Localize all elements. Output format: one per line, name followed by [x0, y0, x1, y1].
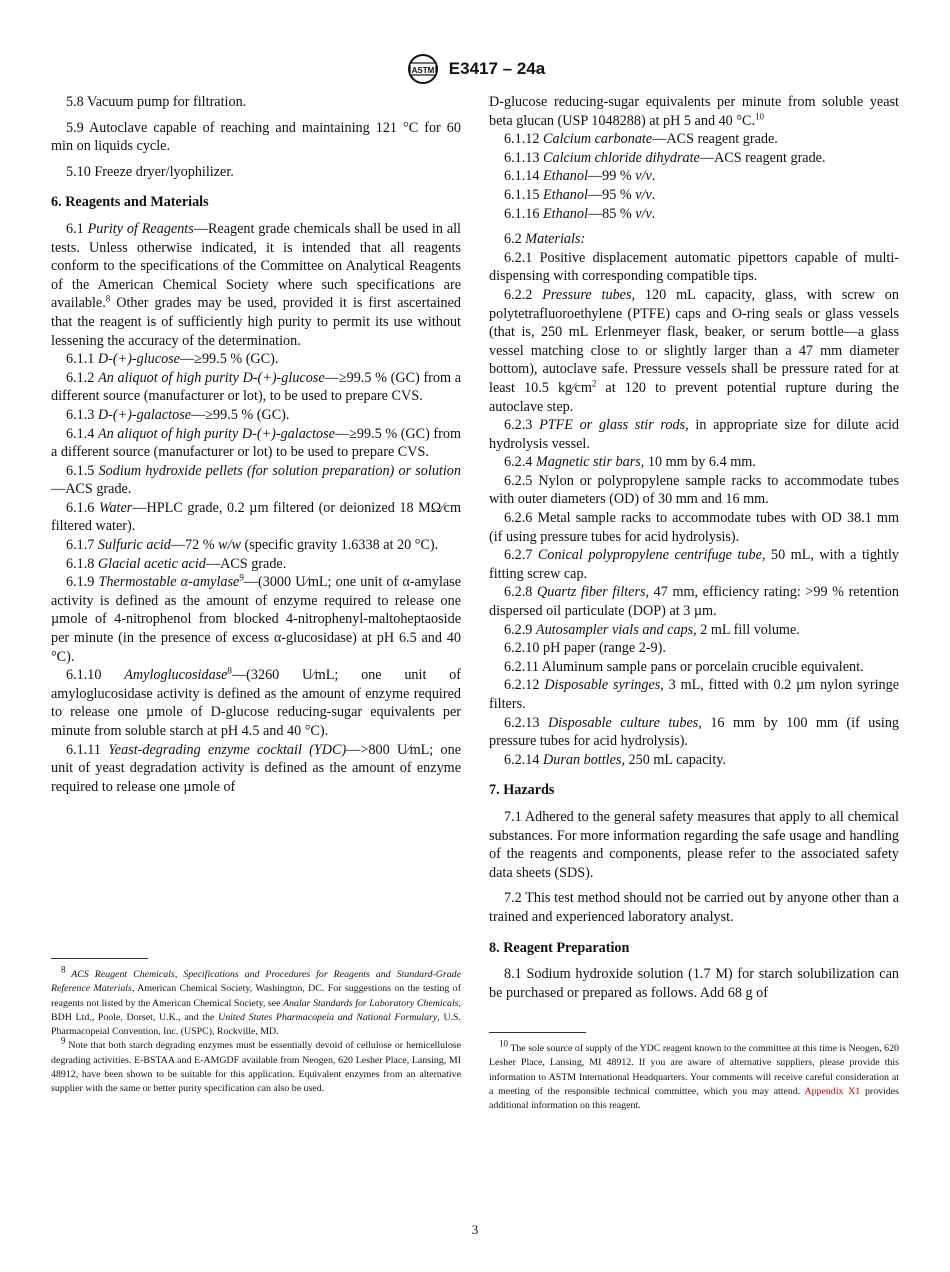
- section-6-1-9: 6.1.9 Thermostable α-amylase$^9$—(3000 U⁄mL; one unit of α-amylase activity is defined as the amount of enzyme required to release one µmole of 4-nitrophenol from blocked 4-nitrophenyl-maltoheptaoside per minute (in the presence of excess α-glucosidase) at pH 6.5 and 40 °C).: [51, 572, 462, 665]
- footnote-divider-left: [51, 958, 148, 959]
- section-7-heading: 7. Hazards: [489, 782, 555, 799]
- left-column: [51, 93, 461, 796]
- appendix-x1-link[interactable]: Appendix X1: [804, 1085, 861, 1097]
- continued-text: D-glucose reducing-sugar equivalents per minute from soluble yeast beta glucan (USP 1048288) at pH 5 and 40 °C.$^{10}$: [489, 94, 899, 129]
- section-6-2-10: 6.2.10 pH paper (range 2-9).: [504, 640, 666, 657]
- section-5-8: 5.8 Vacuum pump for filtration.: [66, 94, 247, 110]
- section-6-1-2: 6.1.2 An aliquot of high purity D-(+)-glucose—≥99.5 % (GC) from a different source (manufacturer or lot), to be used to prepare CVS.: [51, 369, 462, 405]
- section-6-2-6: 6.2.6 Metal sample racks to accommodate tubes with OD 38.1 mm (if using pressure tubes for acid hydrolysis).: [489, 510, 899, 545]
- section-6-1-4: 6.1.4 An aliquot of high purity D-(+)-galactose—≥99.5 % (GC) from a different source (manufacturer or lot) to be used to prepare CVS.: [51, 425, 461, 461]
- section-6-2-5: 6.2.5 Nylon or polypropylene sample racks to accommodate tubes with outer diameters (OD) of 30 mm and 16 mm.: [489, 472, 899, 508]
- section-6-1: 6.1 Purity of Reagents—Reagent grade chemicals shall be used in all tests. Unless otherwise indicated, it is intended that all reagents conform to the specifications of the Committee on Analytical Reagents of the American Chemical Society where such specifications are available.$^8$ Other grades may be used, provided it is first ascertained that the reagent is of sufficiently high purity to permit its use without lessening the accuracy of the determination.: [51, 220, 461, 349]
- footnotes-left: [51, 964, 462, 1097]
- section-6-heading: 6. Reagents and Materials: [51, 194, 209, 211]
- section-6-2-4: 6.2.4 Magnetic stir bars, 10 mm by 6.4 mm.: [504, 454, 756, 471]
- footnote-8: $^8$ ACS Reagent Chemicals, Specifications and Procedures for Reagents and Standard-Grade Reference Materials, American Chemical Society, Washington, DC. For suggestions on the testing of reagents not listed by the American Chemical Society, see Analar Standards for Laboratory Chemicals, BDH Ltd., Poole, Dorset, U.K., and the United States Pharmacopeia and National Formulary, U.S. Pharmacopeial Convention, Inc. (USPC), Rockville, MD.: [51, 964, 462, 1038]
- section-6-2-2: 6.2.2 Pressure tubes, 120 mL capacity, glass, with screw on polytetrafluoroethylene (PTFE) caps and O-ring seals or glass vessels (that is, 250 mL Erlenmeyer flask, beaker, or serum bottle—a glass vessel matching close to or slightly larger than a 47 mm diameter bottom), autoclave safe. Pressure vessels shall be pressure rated for at least 10.5 $kg⁄cm^2$ at 120 to prevent potential rupture during the autoclave step.: [489, 286, 899, 415]
- astm-logo: [405, 53, 441, 85]
- section-6-1-6: 6.1.6 Water—HPLC grade, 0.2 µm filtered (or deionized 18 MΩ⁄cm filtered water).: [51, 499, 462, 535]
- section-6-2-1: 6.2.1 Positive displacement automatic pipettors capable of multi-dispensing with corresponding compatible tips.: [489, 249, 899, 285]
- section-6-1-8: 6.1.8 Glacial acetic acid—ACS grade.: [66, 555, 287, 572]
- section-6-1-1: 6.1.1 D-(+)-glucose—≥99.5 % (GC).: [66, 351, 279, 368]
- section-6-2-8: 6.2.8 Quartz fiber filters, 47 mm, efficiency rating: >99 % retention dispersed oil particulate (DOP) at 3 µm.: [489, 584, 899, 620]
- section-6-2-12: 6.2.12 Disposable syringes, 3 mL, fitted with 0.2 µm nylon syringe filters.: [489, 677, 899, 712]
- section-6-1-11: 6.1.11 Yeast-degrading enzyme cocktail (YDC)—>800 U⁄mL; one unit of yeast degradation activity is defined as the amount of enzyme required to release one µmole of: [51, 741, 461, 795]
- section-6-2-3: 6.2.3 PTFE or glass stir rods, in appropriate size for dilute acid hydrolysis vessel.: [489, 417, 899, 452]
- section-6-1-12: 6.1.12 Calcium carbonate—ACS reagent grade.: [504, 131, 778, 148]
- section-6-2: 6.2 Materials:: [504, 231, 586, 248]
- section-6-1-10: 6.1.10 Amyloglucosidase$^8$—(3260 U⁄mL; one unit of amyloglucosidase activity is defined as the amount of enzyme required to release one µmole of D-glucose reducing-sugar equivalents per minute from soluble starch at pH 4.5 and 40 °C).: [51, 665, 462, 739]
- section-8-1: 8.1 Sodium hydroxide solution (1.7 M) for starch solubilization can be purchased or prepared as follows. Add 68 g of: [489, 966, 899, 1001]
- section-6-1-14: 6.1.14 Ethanol—99 % v/v.: [504, 168, 656, 185]
- section-8-heading: 8. Reagent Preparation: [489, 939, 630, 956]
- footnote-divider-right: [489, 1032, 586, 1033]
- page-number: 3: [471, 1222, 479, 1237]
- section-7-2: 7.2 This test method should not be carried out by anyone other than a trained and experienced laboratory analyst.: [489, 890, 899, 925]
- section-6-1-13: 6.1.13 Calcium chloride dihydrate—ACS reagent grade.: [504, 149, 826, 166]
- right-column: [489, 93, 899, 1002]
- section-6-1-16: 6.1.16 Ethanol—85 % v/v.: [504, 205, 656, 222]
- logo-text: ASTM: [411, 66, 435, 75]
- section-6-2-14: 6.2.14 Duran bottles, 250 mL capacity.: [504, 751, 726, 768]
- section-6-1-15: 6.1.15 Ethanol—95 % v/v.: [504, 186, 656, 203]
- section-6-1-3: 6.1.3 D-(+)-galactose—≥99.5 % (GC).: [66, 406, 290, 423]
- section-6-2-9: 6.2.9 Autosampler vials and caps, 2 mL fill volume.: [504, 621, 800, 638]
- section-6-2-7: 6.2.7 Conical polypropylene centrifuge tube, 50 mL, with a tightly fitting screw cap.: [489, 547, 900, 582]
- section-6-1-5: 6.1.5 Sodium hydroxide pellets (for solution preparation) or solution—ACS grade.: [51, 462, 461, 498]
- footnote-9: $^9$ Note that both starch degrading enzymes must be essentially devoid of cellulose or hemicellulose degrading activities. E-BSTAA and E-AMGDF available from Neogen, 620 Lesher Place, Lansing, MI 48912, have been shown to be suitable for this application. Equivalent enzymes from an alternative supplier with the same or better purity specification can also be used.: [51, 1036, 461, 1095]
- section-6-1-7: 6.1.7 Sulfuric acid—72 % w/w (specific gravity 1.6338 at 20 °C).: [66, 537, 439, 554]
- page-header: [0, 52, 950, 86]
- footnotes-right: [489, 1038, 899, 1113]
- section-7-1: 7.1 Adhered to the general safety measures that apply to all chemical substances. For more information regarding the safe usage and handling of the reagents and components, please refer to the associated safety data sheets (SDS).: [489, 808, 899, 881]
- section-5-9: 5.9 Autoclave capable of reaching and maintaining 121 °C for 60 min on liquids cycle.: [51, 119, 461, 155]
- section-6-2-13: 6.2.13 Disposable culture tubes, 16 mm by 100 mm (if using pressure tubes for acid hydrolysis).: [489, 714, 900, 750]
- section-5-10: 5.10 Freeze dryer/lyophilizer.: [66, 163, 234, 180]
- section-6-2-11: 6.2.11 Aluminum sample pans or porcelain crucible equivalent.: [504, 658, 864, 675]
- footnote-10: $^{10}$ The sole source of supply of the YDC reagent known to the committee at this time is Neogen, 620 Lesher Place, Lansing, MI 48912. If you are aware of alternative suppliers, please provide this information to ASTM International Headquarters. Your comments will receive careful consideration at a meeting of the responsible technical committee, which you may attend. Appendix X1 provides additional information on this reagent.: [489, 1038, 899, 1112]
- standard-designation: E3417 – 24a: [448, 59, 546, 78]
